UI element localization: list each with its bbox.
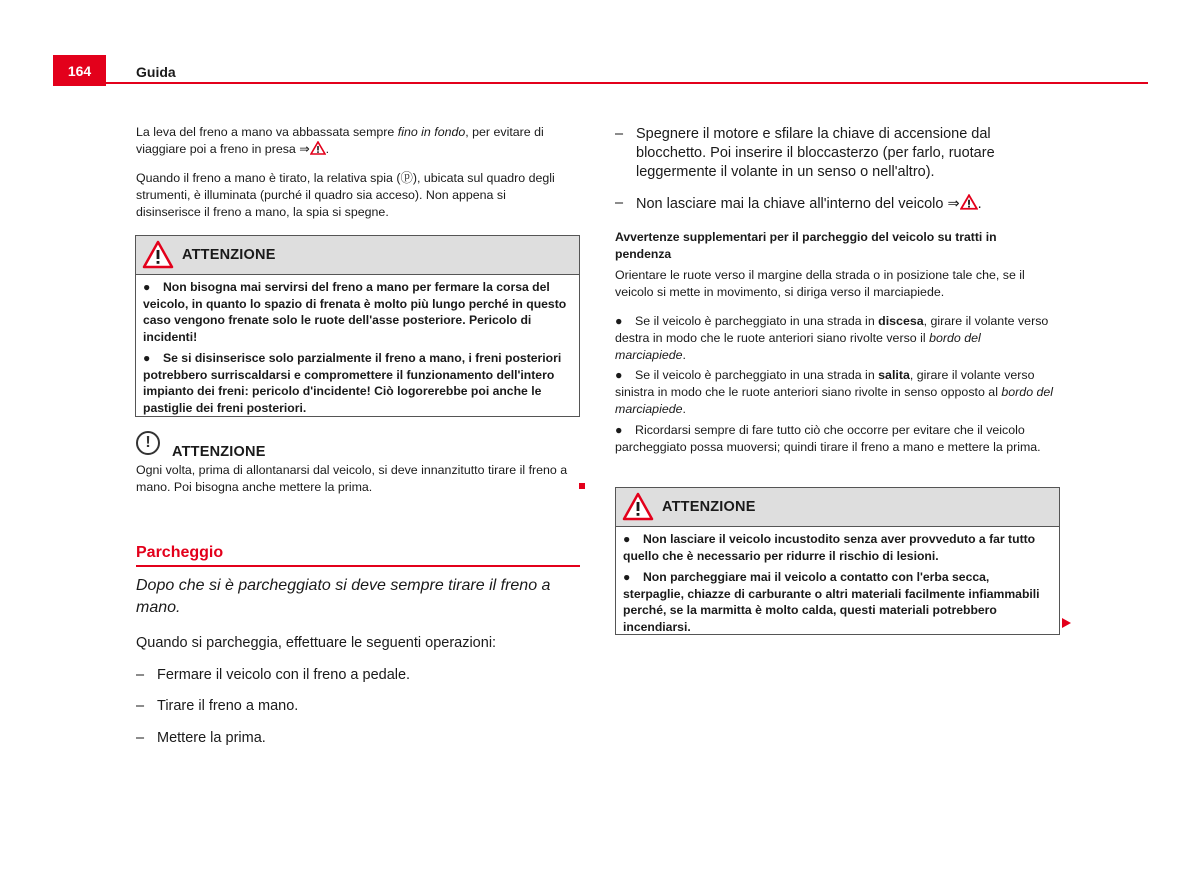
list-item-text: Mettere la prima.	[157, 730, 266, 746]
text: Non lasciare mai la chiave all'interno del veicolo ⇒	[636, 196, 960, 212]
list-item-text: Fermare il veicolo con il freno a pedale.	[157, 667, 411, 683]
bullet-icon: ●	[143, 280, 151, 294]
paragraph-warning-light: Quando il freno a mano è tirato, la relativa spia (ⓟ), ubicata sul quadro degli strumenti, è illuminata (purché il quadro sia acceso). Non appena si disinserisce il freno a mano, la spia si spegne.	[136, 171, 555, 219]
list-item-text: Tirare il freno a mano.	[157, 698, 299, 714]
bullet-icon: ●	[623, 570, 631, 584]
text: .	[682, 348, 686, 362]
bullet-icon: ●	[623, 532, 631, 546]
text: .	[325, 142, 330, 156]
warning-header	[136, 236, 579, 275]
warning-triangle-icon	[142, 240, 174, 270]
warning-item	[623, 569, 1052, 635]
text-italic: fino in fondo	[397, 125, 466, 139]
end-of-section-marker-icon	[579, 483, 585, 489]
warning-triangle-icon	[622, 492, 654, 522]
text-italic: bordo del marciapiede	[615, 331, 981, 362]
warning-item-text: Se si disinserisce solo parzialmente il freno a mano, i freni posteriori potrebbero surriscaldarsi e compromettere il funzionamento dell'intero impianto dei freni: pericolo d'incidente! Ciò logorerebbe poi anche le pastiglie dei freni posteriori.	[143, 351, 562, 415]
exclamation-circle-icon: !	[136, 431, 160, 455]
warning-header	[616, 488, 1059, 527]
list-item	[136, 666, 576, 685]
warning-item-text: Non parcheggiare mai il veicolo a contatto con l'erba secca, sterpaglie, chiazze di carburante o altri materiali facilmente infiammabili perché, se la marmitta è molto calda, questi materiali potrebbero incendiarsi.	[623, 570, 1040, 634]
text-bold: salita	[878, 368, 910, 382]
notice-text: Ogni volta, prima di allontanarsi dal veicolo, si deve innanzitutto tirare il freno a mano. Poi bisogna anche mettere la prima.	[136, 463, 568, 494]
text: , girare il volante verso sinistra in modo che le ruote anteriori siano rivolte in senso opposto al	[615, 368, 1035, 399]
warning-body	[136, 275, 579, 420]
bullet-icon: ●	[615, 423, 623, 437]
bullet-uphill	[615, 367, 1055, 418]
dash-icon: –	[615, 195, 624, 211]
heading-rule	[136, 565, 580, 567]
list-item-text: Non lasciare mai la chiave all'interno del veicolo ⇒ .	[636, 196, 982, 212]
warning-box-handbrake	[135, 235, 580, 417]
text: Ricordarsi sempre di fare tutto ciò che occorre per evitare che il veicolo parcheggiato possa muoversi; quindi tirare il freno a mano e mettere la prima.	[615, 423, 1041, 454]
page-number: 164	[53, 55, 106, 86]
bullet-icon: ●	[615, 368, 623, 382]
dash-icon: –	[136, 698, 145, 714]
header-rule	[106, 82, 1148, 84]
text-italic: bordo del marciapiede	[615, 385, 1054, 416]
warning-triangle-icon	[310, 141, 326, 155]
warning-box-parking	[615, 487, 1060, 635]
list-item-text: Spegnere il motore e sfilare la chiave di accensione dal blocchetto. Poi inserire il bloccasterzo (per farlo, ruotare leggermente il volante in un senso o nell'altro).	[636, 126, 995, 180]
list-item	[136, 729, 576, 748]
list-item	[615, 194, 1060, 214]
paragraph-handbrake-release	[136, 124, 572, 158]
text-bold: discesa	[878, 314, 924, 328]
dash-icon: –	[136, 667, 145, 683]
text: .	[682, 402, 686, 416]
warning-body	[616, 527, 1059, 639]
section-title: Guida	[136, 64, 176, 80]
warning-item	[143, 350, 572, 416]
list-item	[136, 697, 576, 716]
text: Se il veicolo è parcheggiato in una strada in	[635, 368, 879, 382]
warning-item-text: Non bisogna mai servirsi del freno a mano per fermare la corsa del veicolo, in quanto lo spazio di frenata è molto più lungo perché in questo caso vengono frenate solo le ruote dell'asse posteriore. Pericolo di incidenti!	[143, 280, 567, 344]
intro-text: Quando si parcheggia, effettuare le seguenti operazioni:	[136, 635, 497, 651]
paragraph-slope-intro: Orientare le ruote verso il margine della strada o in posizione tale che, se il veicolo si mette in movimento, si diriga verso il marciapiede.	[615, 268, 1025, 299]
subheading-slope: Avvertenze supplementari per il parcheggio del veicolo su tratti in pendenza	[615, 230, 997, 261]
lead-text: Dopo che si è parcheggiato si deve sempre tirare il freno a mano.	[136, 577, 551, 616]
warning-item	[143, 279, 572, 345]
warning-item	[623, 531, 1052, 564]
warning-title: ATTENZIONE	[182, 247, 276, 263]
warning-item-text: Non lasciare il veicolo incustodito senza aver provveduto a far tutto quello che è necessario per ridurre il rischio di lesioni.	[623, 532, 1036, 563]
dash-icon: –	[136, 730, 145, 746]
text: , per evitare di viaggiare poi a freno in presa ⇒	[136, 125, 544, 156]
dash-icon: –	[615, 126, 624, 142]
text: , girare il volante verso destra in modo che le ruote anteriori siano rivolte verso il	[615, 314, 1049, 345]
warning-title: ATTENZIONE	[662, 499, 756, 515]
bullet-icon: ●	[615, 314, 623, 328]
notice-title: ATTENZIONE	[172, 444, 266, 460]
text: Se il veicolo è parcheggiato in una strada in	[635, 314, 879, 328]
continue-arrow-icon	[1062, 618, 1071, 628]
bullet-remember	[615, 422, 1055, 456]
bullet-icon: ●	[143, 351, 151, 365]
bullet-downhill	[615, 313, 1055, 364]
text: La leva del freno a mano va abbassata sempre	[136, 125, 398, 139]
warning-triangle-icon	[960, 194, 978, 210]
heading-parcheggio: Parcheggio	[136, 544, 224, 561]
notice-header	[136, 431, 266, 460]
list-item	[615, 125, 1060, 182]
